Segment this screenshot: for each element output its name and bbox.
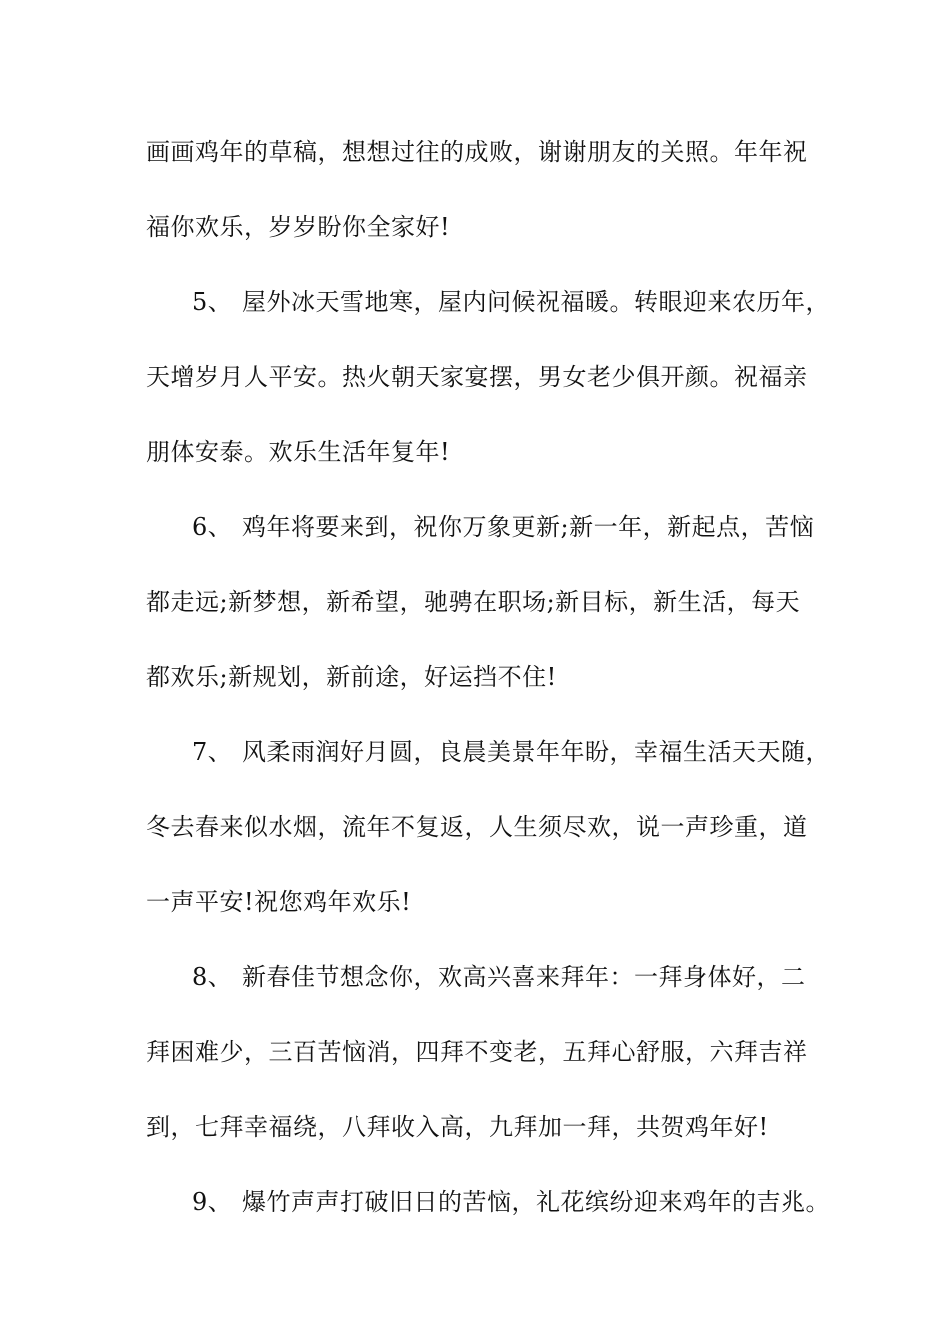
text-line: 屋外冰天雪地寒，屋内问候祝福暖。转眼迎来农历年， xyxy=(242,288,830,316)
item-number: 7、 xyxy=(192,738,233,766)
paragraph-first-line xyxy=(192,957,882,997)
paragraph-first-line xyxy=(192,1182,882,1222)
text-line: 风柔雨润好月圆，良晨美景年年盼，幸福生活天天随， xyxy=(242,738,830,766)
item-number: 8、 xyxy=(192,963,233,991)
paragraph-first-line xyxy=(192,282,882,322)
text-line: 福你欢乐，岁岁盼你全家好! xyxy=(146,213,451,241)
text-line: 新春佳节想念你，欢高兴喜来拜年：一拜身体好，二 xyxy=(242,963,806,991)
text-line: 一声平安!祝您鸡年欢乐! xyxy=(146,888,412,916)
text-line: 都欢乐;新规划，新前途，好运挡不住! xyxy=(146,663,557,691)
text-line: 朋体安泰。欢乐生活年复年! xyxy=(146,438,451,466)
paragraph-first-line xyxy=(192,507,882,547)
text-line: 冬去春来似水烟，流年不复返，人生须尽欢，说一声珍重，道 xyxy=(146,813,808,841)
paragraph-first-line xyxy=(192,732,882,772)
item-number: 6、 xyxy=(192,513,233,541)
text-line: 都走远;新梦想，新希望，驰骋在职场;新目标，新生活，每天 xyxy=(146,588,801,616)
text-line: 到，七拜幸福绕，八拜收入高，九拜加一拜，共贺鸡年好! xyxy=(146,1113,769,1141)
item-number: 5、 xyxy=(192,288,233,316)
text-line: 鸡年将要来到，祝你万象更新;新一年，新起点，苦恼 xyxy=(242,513,815,541)
text-line: 天增岁月人平安。热火朝天家宴摆，男女老少俱开颜。祝福亲 xyxy=(146,363,808,391)
text-line: 拜困难少，三百苦恼消，四拜不变老，五拜心舒服，六拜吉祥 xyxy=(146,1038,808,1066)
text-line: 爆竹声声打破旧日的苦恼，礼花缤纷迎来鸡年的吉兆。 xyxy=(242,1188,830,1216)
item-number: 9、 xyxy=(192,1188,233,1216)
text-line: 画画鸡年的草稿，想想过往的成败，谢谢朋友的关照。年年祝 xyxy=(146,138,808,166)
